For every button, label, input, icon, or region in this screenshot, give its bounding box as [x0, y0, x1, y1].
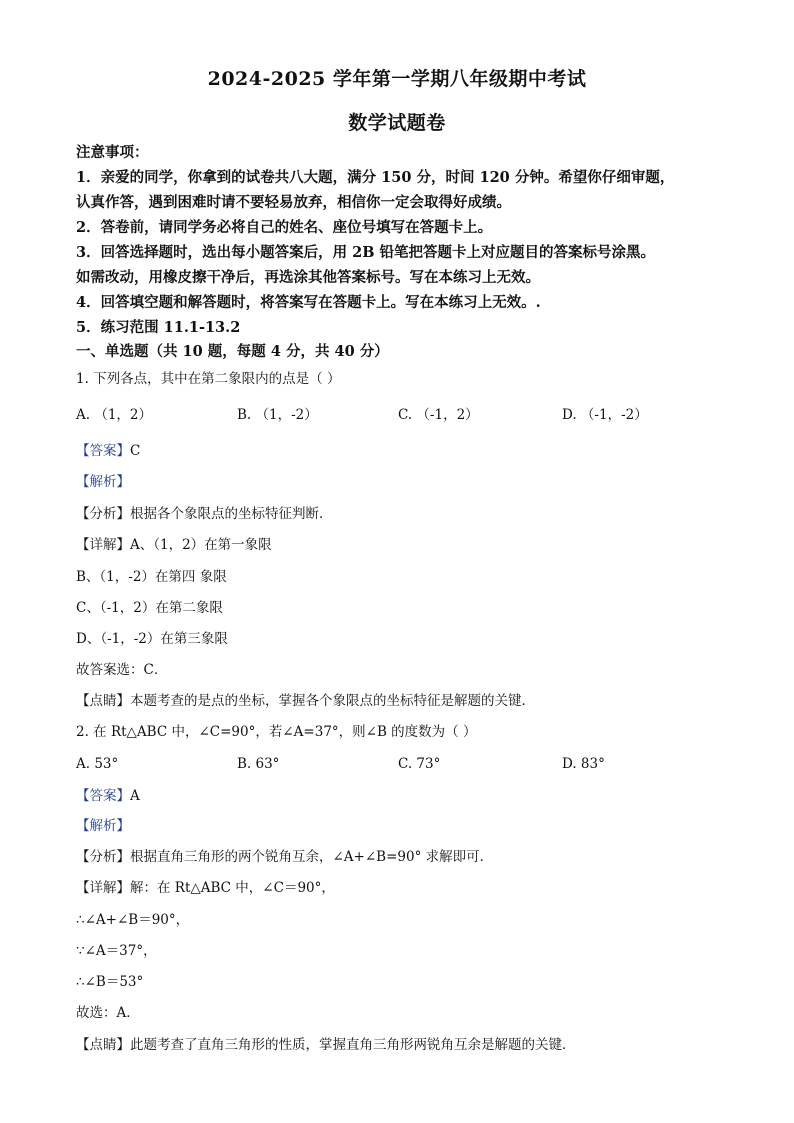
q1-analysis-label: [76, 473, 130, 491]
fenxi-text: 根据各个象限点的坐标特征判断．: [130, 506, 333, 522]
fenxi-label: 【分析】: [76, 506, 130, 522]
note-line: 4．回答填空题和解答题时，将答案写在答题卡上。写在本练习上无效。.: [76, 294, 541, 311]
answer-value: C: [130, 443, 141, 459]
notes-heading: 注意事项：: [76, 144, 149, 161]
q2-fenxi: [76, 848, 493, 866]
detail-line: ∴∠A+∠B＝90°，: [76, 912, 190, 928]
note-line: 2．答卷前，请同学务必将自己的姓名、座位号填写在答题卡上。: [76, 219, 493, 236]
analysis-label: 【解析】: [76, 474, 130, 490]
q1-option-b: B. （1，-2）: [237, 407, 318, 423]
detail-label: 【详解】: [76, 537, 130, 553]
answer-value: A: [130, 788, 140, 804]
detail-line: 故答案选：C．: [76, 662, 168, 678]
q1-detail: [76, 536, 272, 554]
q1-answer: [76, 442, 140, 460]
q1-fenxi: [76, 505, 333, 523]
comment-text: 本题考查的是点的坐标，掌握各个象限点的坐标特征是解题的关键．: [130, 693, 535, 709]
note-line: 3．回答选择题时，选出每小题答案后，用 2B 铅笔把答题卡上对应题目的答案标号涂黑。: [76, 244, 656, 261]
answer-label: 【答案】: [76, 443, 130, 459]
detail-line: C、（-1，2）在第二象限: [76, 600, 223, 616]
q2-option-b: B. 63°: [237, 756, 280, 772]
comment-text: 此题考查了直角三角形的性质，掌握直角三角形两锐角互余是解题的关键．: [130, 1037, 576, 1053]
q2-option-c: C. 73°: [398, 756, 441, 772]
comment-label: 【点睛】: [76, 1037, 130, 1053]
detail-line: 解：在 Rt△ABC 中，∠C＝90°，: [130, 880, 335, 896]
section-heading: 一、单选题（共 10 题，每题 4 分，共 40 分）: [76, 343, 389, 360]
comment-label: 【点睛】: [76, 693, 130, 709]
question-2-stem: 2. 在 Rt△ABC 中，∠C=90°，若∠A=37°，则∠B 的度数为（ ）: [76, 724, 477, 740]
detail-line: 故选：A．: [76, 1005, 140, 1021]
q1-option-c: C. （-1，2）: [398, 407, 479, 423]
note-line: 认真作答，遇到困难时请不要轻易放弃，相信你一定会取得好成绩。: [76, 194, 511, 211]
q1-option-d: D. （-1，-2）: [562, 407, 648, 423]
detail-line: ∴∠B＝53°: [76, 974, 144, 990]
q1-comment: [76, 692, 535, 710]
q2-option-a: A. 53°: [76, 756, 119, 772]
q1-option-a: A. （1，2）: [76, 407, 153, 423]
note-line: 1．亲爱的同学，你拿到的试卷共八大题，满分 150 分，时间 120 分钟。希望你仔细审题，: [76, 169, 675, 186]
exam-title: 2024-2025 学年第一学期八年级期中考试: [207, 68, 587, 90]
q2-comment: [76, 1036, 576, 1054]
exam-subtitle: 数学试题卷: [348, 112, 446, 134]
note-line: 如需改动，用橡皮擦干净后，再选涂其他答案标号。写在本练习上无效。: [76, 269, 540, 286]
analysis-label: 【解析】: [76, 818, 130, 834]
note-line: 5．练习范围 11.1-13.2: [76, 319, 241, 336]
q2-detail: [76, 879, 335, 897]
detail-label: 【详解】: [76, 880, 130, 896]
q2-analysis-label: [76, 817, 130, 835]
q2-answer: [76, 787, 140, 805]
answer-label: 【答案】: [76, 788, 130, 804]
detail-line: B、（1，-2）在第四 象限: [76, 569, 227, 585]
detail-line: A、（1，2）在第一象限: [130, 537, 272, 553]
fenxi-label: 【分析】: [76, 849, 130, 865]
q2-option-d: D. 83°: [562, 756, 605, 772]
fenxi-text: 根据直角三角形的两个锐角互余，∠A+∠B=90° 求解即可．: [130, 849, 494, 865]
detail-line: D、（-1，-2）在第三象限: [76, 631, 228, 647]
question-1-stem: 1. 下列各点，其中在第二象限内的点是（ ）: [76, 371, 341, 387]
detail-line: ∵∠A＝37°，: [76, 943, 157, 959]
